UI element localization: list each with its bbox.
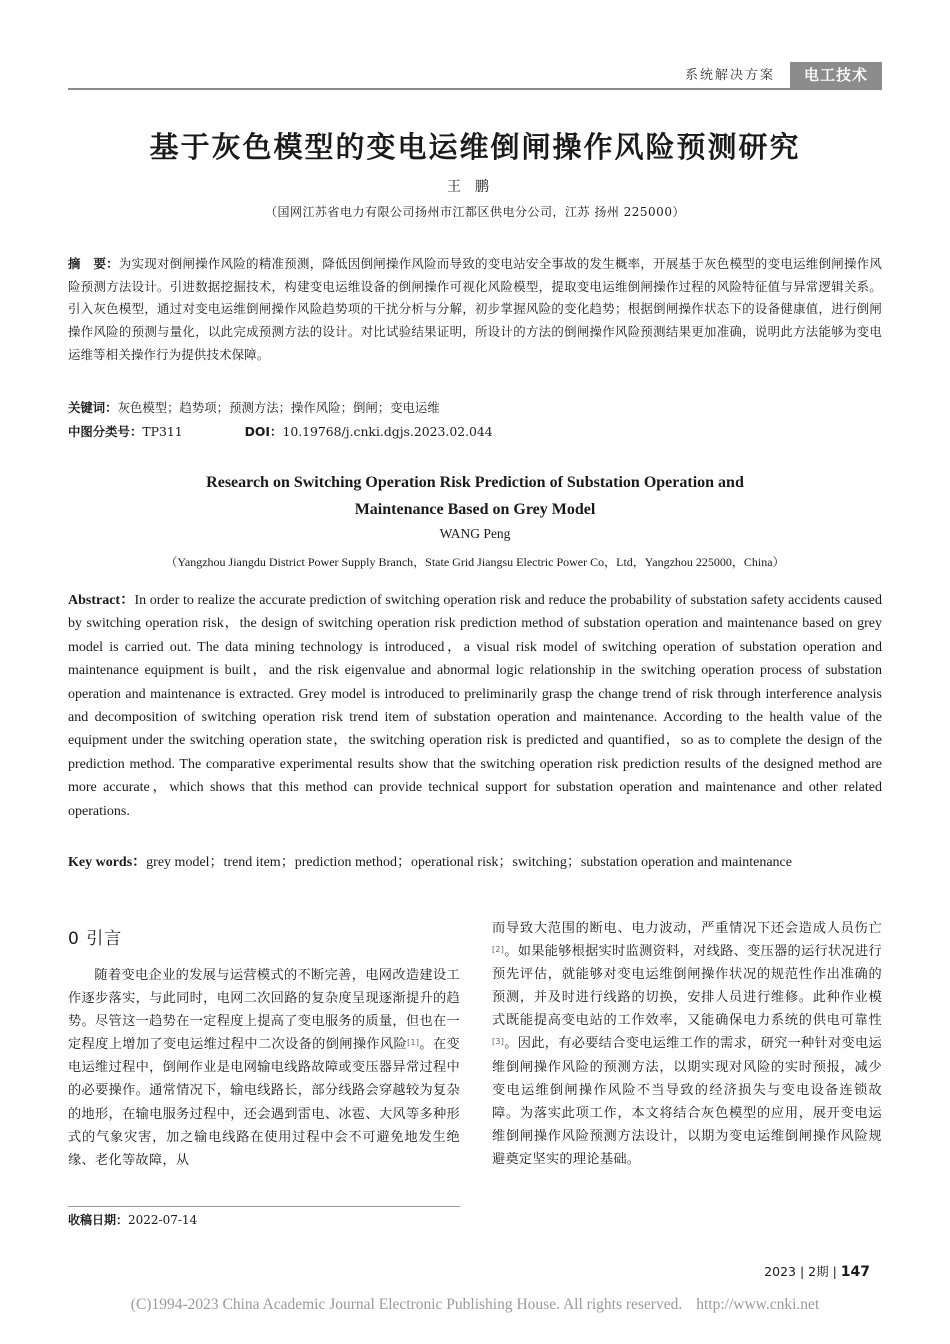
- cnki-url-link[interactable]: http://www.cnki.net: [696, 1296, 820, 1313]
- paper-title-en-line1: Research on Switching Operation Risk Prediction of Substation Operation and: [206, 474, 744, 491]
- citation-ref-3[interactable]: [3]: [492, 1037, 505, 1047]
- received-date-label: 收稿日期：: [68, 1213, 129, 1227]
- abstract-en-label: Abstract：: [68, 593, 135, 608]
- citation-ref-1[interactable]: [1]: [407, 1038, 420, 1048]
- copyright-text: (C)1994-2023 China Academic Journal Electronic Publishing House. All rights reserved.: [130, 1296, 683, 1313]
- body-left-text-2: 。在变电运维过程中，倒闸作业是电网输电线路故障或变压器异常过程中的必要操作。通常情况下，输电线路长，部分线路会穿越较为复杂的地形，在输电服务过程中，还会遇到雷电、冰雹、大风等多种形式的气象灾害，加之输电线路在使用过程中会不可避免地发生绝缘、老化等故障，从: [68, 1037, 461, 1168]
- body-right-text-3: 。因此，有必要结合变电运维工作的需求，研究一种针对变电运维倒闸操作风险的预测方法，以期实现对风险的实时预报，减少变电运维倒闸操作风险不当导致的经济损失与变电设备连锁故障。为落实此项工作，本文将结合灰色模型的应用，展开变电运维倒闸操作风险预测方法设计，以期为变电运维倒闸操作风险规避奠定坚实的理论基础。: [492, 1036, 882, 1167]
- author-cn: 王鹏: [447, 179, 503, 195]
- doi-value[interactable]: 10.19768/j.cnki.dgjs.2023.02.044: [282, 424, 493, 439]
- keywords-en-label: Key words：: [68, 855, 147, 870]
- classification-line: [68, 421, 882, 443]
- body-column-left: [68, 964, 460, 1172]
- abstract-cn-label: 摘 要：: [68, 256, 119, 271]
- body-right-text-2: 。如果能够根据实时监测资料，对线路、变压器的运行状况进行预先评估，就能够对变电运维倒闸操作状况的规范性作出准确的预测，并及时进行线路的切换，安排人员进行维修。此种作业模式既能提高变电站的工作效率，又能确保电力系统的供电可靠性: [492, 944, 882, 1029]
- page-number: 147: [840, 1264, 870, 1280]
- citation-ref-2[interactable]: [2]: [492, 945, 505, 955]
- copyright-watermark: [0, 1296, 950, 1314]
- page-number-footer: [700, 1262, 870, 1280]
- affiliation-en: （Yangzhou Jiangdu District Power Supply Branch，State Grid Jiangsu Electric Power Co，Ltd，Yangzhou 225000，China）: [165, 555, 785, 569]
- body-right-text-1: 而导致大范围的断电、电力波动，严重情况下还会造成人员伤亡: [492, 921, 882, 936]
- year-issue: 2023 | 2期 |: [764, 1264, 841, 1279]
- doi-label: DOI：: [244, 424, 283, 439]
- received-date-footnote: [68, 1211, 197, 1228]
- journal-section-label: 系统解决方案: [684, 68, 775, 83]
- abstract-cn-text: 为实现对倒闸操作风险的精准预测，降低因倒闸操作风险而导致的变电站安全事故的发生概率，开展基于灰色模型的变电运维倒闸操作风险预测方法设计。引进数据挖掘技术，构建变电运维设备的倒闸操作可视化风险模型，提取变电运维倒闸操作过程的风险特征值与异常逻辑关系。引入灰色模型，通过对变电运维倒闸操作风险趋势项的干扰分析与分解，初步掌握风险的变化趋势；根据倒闸操作状态下的设备健康值，进行倒闸操作风险的预测与量化，以此完成预测方法的设计。对比试验结果证明，所设计的方法的倒闸操作风险预测结果更加准确，说明此方法能够为变电运维等相关操作行为提供技术保障。: [68, 256, 882, 362]
- abstract-en: [68, 589, 882, 823]
- footnote-divider: [68, 1206, 460, 1207]
- keywords-en: [68, 851, 882, 874]
- received-date-value: 2022-07-14: [128, 1213, 198, 1227]
- body-left-text-1: 随着变电企业的发展与运营模式的不断完善，电网改造建设工作逐步落实，与此同时，电网二次回路的复杂度呈现逐渐提升的趋势。尽管这一趋势在一定程度上提高了变电服务的质量，但也在一定程度上增加了变电运维过程中二次设备的倒闸操作风险: [68, 968, 460, 1053]
- paper-title-en-line2: Maintenance Based on Grey Model: [354, 501, 596, 518]
- keywords-cn: [68, 397, 882, 419]
- abstract-cn: [68, 253, 882, 367]
- affiliation-cn: （国网江苏省电力有限公司扬州市江都区供电分公司，江苏 扬州 225000）: [265, 205, 685, 219]
- class-value: TP311: [142, 424, 183, 439]
- paper-title-en: [120, 469, 830, 523]
- keywords-cn-label: 关键词：: [68, 400, 118, 415]
- author-en: WANG Peng: [439, 526, 511, 541]
- header-divider: [68, 88, 882, 90]
- keywords-en-text: grey model；trend item；prediction method；operational risk；switching；substation operation and maintenance: [146, 855, 792, 870]
- section-heading-introduction: 0 引言: [68, 929, 123, 949]
- class-label: 中图分类号：: [68, 424, 143, 439]
- journal-column-tag: 电工技术: [790, 62, 882, 88]
- abstract-en-text: In order to realize the accurate prediction of switching operation risk and reduce the probability of substation safety accidents caused by switching operation risk，the design of switching operation risk prediction method of substation operation and maintenance based on grey model is carried out. The data mining technology is introduced，a visual risk model of switching operation of substation operation and maintenance equipment is built，and the risk eigenvalue and abnormal logic relationship in the switching operation process of substation operation and maintenance is extracted. Grey model is introduced to preliminarily grasp the change trend of risk through interference analysis and decomposition of switching operation risk trend item of substation operation and maintenance. According to the health value of the equipment under the switching operation state，the switching operation risk is predicted and quantified，so as to complete the design of the prediction method. The comparative experimental results show that the switching operation risk prediction results of the designed method are more accurate，which shows that this method can provide technical support for substation operation and maintenance and other related operations.: [68, 593, 882, 819]
- paper-title-cn: 基于灰色模型的变电运维倒闸操作风险预测研究: [149, 130, 801, 164]
- keywords-cn-text: 灰色模型；趋势项；预测方法；操作风险；倒闸；变电运维: [117, 400, 440, 415]
- body-column-right: [492, 917, 882, 1171]
